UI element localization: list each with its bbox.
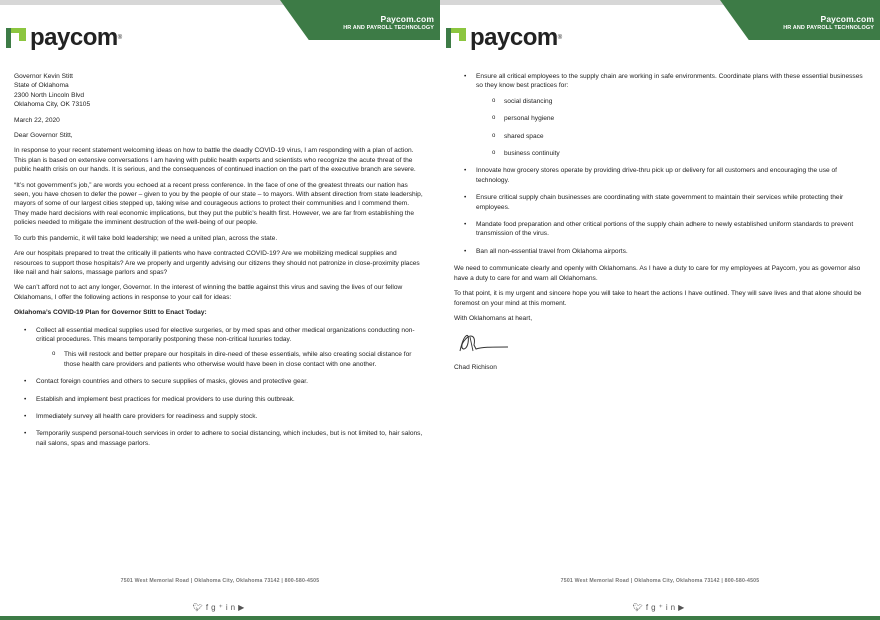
paycom-logo-icon xyxy=(446,28,466,48)
google-plus-icon[interactable]: g⁺ xyxy=(211,603,226,612)
letter-body-page-2 xyxy=(454,72,864,379)
logo-wordmark: paycom xyxy=(470,24,558,51)
footer-address: 7501 West Memorial Road | Oklahoma City, Oklahoma 73142 | 800-580-4505 xyxy=(560,578,760,584)
list-item: • Ban all non-essential travel from Oklahoma airports. xyxy=(476,247,864,256)
header-tagline: HR AND PAYROLL TECHNOLOGY xyxy=(343,25,434,31)
list-item: • Immediately survey all health care providers for readiness and supply stock. xyxy=(36,412,424,421)
sub-list-item: o personal hygiene xyxy=(504,114,864,123)
sub-list xyxy=(476,97,864,159)
footer-band xyxy=(0,616,440,620)
list-item xyxy=(36,326,424,370)
letter-body-page-1 xyxy=(14,72,424,456)
facebook-icon[interactable]: f xyxy=(205,603,212,612)
address-line: Governor Kevin Stitt xyxy=(14,73,74,80)
address-line: State of Oklahoma xyxy=(14,82,69,90)
list-item-text: Ensure all critical employees to the supply chain are working in safe environments. Coordinate plans with these essential businesses so they know best practices for: xyxy=(476,73,863,90)
header-brand xyxy=(734,14,874,31)
list-item xyxy=(476,72,864,158)
recipient-address xyxy=(14,72,424,110)
sub-list-item: o business continuity xyxy=(504,149,864,158)
header-band xyxy=(440,0,880,14)
list-item: • Establish and implement best practices for medical providers to use during this outbreak. xyxy=(36,395,424,404)
paragraph: To curb this pandemic, it will take bold leadership; we need a united plan, across the state. xyxy=(14,234,278,242)
twitter-icon[interactable]: 🐦︎ xyxy=(192,603,206,612)
list-item: • Innovate how grocery stores operate by providing drive-thru pick up or delivery for all customers and encouraging the use of technology. xyxy=(476,166,864,185)
paragraph: To that point, it is my urgent and sincere hope you will take to heart the actions I have outlined. They will save lives and that alone should be foremost on your mind at this moment. xyxy=(454,290,862,307)
footer-address: 7501 West Memorial Road | Oklahoma City, Oklahoma 73142 | 800-580-4505 xyxy=(120,578,320,584)
youtube-icon[interactable]: ▶ xyxy=(678,603,688,612)
sub-list-item: o social distancing xyxy=(504,97,864,106)
header-brand xyxy=(294,14,434,31)
sub-list xyxy=(36,350,424,369)
salutation: Dear Governor Stitt, xyxy=(14,132,73,140)
paragraph: We can’t afford not to act any longer, Governor. In the interest of winning the battle against this virus and saving the lives of our fellow Oklahomans, I offer the following actions in response to your call for ideas: xyxy=(14,284,403,301)
list-item: • Mandate food preparation and other critical portions of the supply chain adhere to newly established uniform standards to prevent transmission of the virus. xyxy=(476,220,864,239)
twitter-icon[interactable]: 🐦︎ xyxy=(632,603,646,612)
plan-list-continued xyxy=(454,72,864,256)
header-band xyxy=(0,0,440,14)
social-links xyxy=(440,603,880,612)
list-item: • Contact foreign countries and others to secure supplies of masks, gloves and protective gear. xyxy=(36,377,424,386)
signature-scribble xyxy=(454,329,514,355)
signature xyxy=(454,329,864,355)
paragraph: We need to communicate clearly and openly with Oklahomans. As I have a duty to care for my employees at Paycom, you as governor also have a duty to care for and warn all Oklahomans. xyxy=(454,265,861,282)
paragraph: In response to your recent statement welcoming ideas on how to battle the deadly COVID-19 virus, I am responding with a plan of action. This plan is based on extensive conversations I am having with public health experts and scientists who recognize the acute threat of the public health crisis on our hands. It is serious, and the consequences of continued inaction on the part of the executive branch are severe. xyxy=(14,147,416,174)
paragraph: “It’s not government’s job,” are words you echoed at a recent press conference. In the face of one of the greatest threats our nation has seen, you have chosen to defer the power – given to you by the people of our state – to mayors. With absent direction from state leadership, mayors of some of our largest cities stepped up, taking wise and courageous actions to protect their communities and I commend them. They made hard decisions with real economic implications, but they put the public’s health first. However, we are far from establishing the policies needed to mitigate the imminent destruction of the well-being of our people. xyxy=(14,181,423,227)
list-item: • Ensure critical supply chain businesses are coordinating with state government to maintain their services while protecting their employees. xyxy=(476,193,864,212)
plan-list xyxy=(14,326,424,449)
list-item: • Temporarily suspend personal-touch services in order to adhere to social distancing, which includes, but is not limited to, hair salons, nail salons, spas and massage parlors. xyxy=(36,429,424,448)
social-links xyxy=(0,603,440,612)
logo-wordmark: paycom xyxy=(30,24,118,51)
letter-page-2 xyxy=(440,0,880,620)
paycom-logo-icon xyxy=(6,28,26,48)
paycom-logo: paycom ® xyxy=(6,24,122,52)
address-line: 2300 North Lincoln Blvd xyxy=(14,91,85,99)
header-title: Paycom.com xyxy=(380,14,434,24)
facebook-icon[interactable]: f xyxy=(645,603,652,612)
signer-name: Chad Richison xyxy=(454,364,497,372)
paragraph: Are our hospitals prepared to treat the critically ill patients who have contracted COVID-19? Are we mobilizing medical supplies and resources to support those hospitals? Are we properly and urgently advising our citizens they should not patronize in close-proximity places like nail and hair salons, massage parlors and spas? xyxy=(14,250,420,276)
footer-band xyxy=(440,616,880,620)
header-title: Paycom.com xyxy=(820,14,874,24)
sub-list-item: o shared space xyxy=(504,132,864,141)
letter-date: March 22, 2020 xyxy=(14,116,60,124)
header-tagline: HR AND PAYROLL TECHNOLOGY xyxy=(783,25,874,31)
list-item-text: Collect all essential medical supplies used for elective surgeries, or by med spas and other medical organizations conducting non-critical procedures. This means temporarily postponing these non-critical luxuries today. xyxy=(36,326,415,343)
youtube-icon[interactable]: ▶ xyxy=(238,603,248,612)
signoff: With Oklahomans at heart, xyxy=(454,314,533,322)
linkedin-icon[interactable]: in xyxy=(665,603,679,612)
google-plus-icon[interactable]: g⁺ xyxy=(651,603,666,612)
sub-list-item: o This will restock and better prepare our hospitals in dire-need of these essentials, while also creating social distance for those health care providers and patients who otherwise would have been in close contact with one another. xyxy=(64,350,424,369)
plan-heading: Oklahoma’s COVID-19 Plan for Governor Stitt to Enact Today: xyxy=(14,309,207,317)
paycom-logo: paycom ® xyxy=(446,24,562,52)
address-line: Oklahoma City, OK 73105 xyxy=(14,101,91,109)
linkedin-icon[interactable]: in xyxy=(225,603,239,612)
